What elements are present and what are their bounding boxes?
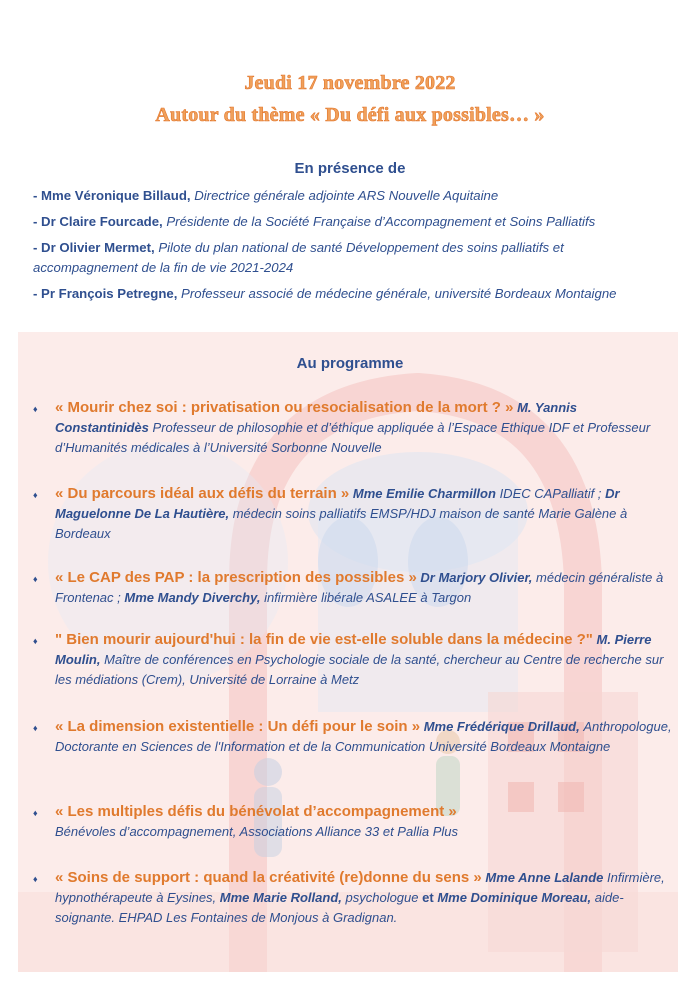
speaker-name: Mme Mandy Diverchy, bbox=[124, 590, 261, 605]
speaker-name: Dr Maguelonne De La Hautière, bbox=[55, 486, 620, 521]
presence-role: Présidente de la Société Française d’Accompagnement et Soins Palliatifs bbox=[166, 214, 596, 229]
speaker-name: Mme Dominique Moreau, bbox=[437, 890, 592, 905]
talk-title: « Du parcours idéal aux défis du terrain » bbox=[55, 485, 350, 502]
speaker-description: médecin soins palliatifs EMSP/HDJ maison de santé Marie Galène à Bordeaux bbox=[55, 506, 628, 541]
speaker-name: Mme Emilie Charmillon bbox=[352, 486, 496, 501]
presence-name: - Mme Véronique Billaud, bbox=[33, 188, 191, 203]
talk-title: " Bien mourir aujourd'hui : la fin de vie est-elle soluble dans la médecine ?" bbox=[55, 631, 593, 648]
presence-role: Directrice générale adjointe ARS Nouvelle Aquitaine bbox=[194, 188, 499, 203]
diamond-bullet-icon: ♦ bbox=[33, 808, 38, 818]
speaker-name: M. Yannis Constantinidès bbox=[55, 400, 578, 435]
speaker-name: Mme Anne Lalande bbox=[485, 870, 604, 885]
programme-item-body bbox=[55, 802, 673, 842]
presence-item bbox=[33, 284, 663, 304]
connector-word: et bbox=[422, 890, 434, 905]
presence-role: Professeur associé de médecine générale, université Bordeaux Montaigne bbox=[181, 286, 617, 301]
talk-title: « Le CAP des PAP : la prescription des possibles » bbox=[55, 569, 417, 586]
talk-title: « Les multiples défis du bénévolat d’accompagnement » bbox=[55, 803, 457, 820]
diamond-bullet-icon: ♦ bbox=[33, 404, 38, 414]
diamond-bullet-icon: ♦ bbox=[33, 874, 38, 884]
diamond-bullet-icon: ♦ bbox=[33, 723, 38, 733]
programme-item-body bbox=[55, 630, 673, 690]
speaker-name: Mme Frédérique Drillaud, bbox=[423, 719, 580, 734]
presence-item bbox=[33, 186, 663, 206]
presence-name: - Dr Olivier Mermet, bbox=[33, 240, 155, 255]
diamond-bullet-icon: ♦ bbox=[33, 636, 38, 646]
event-date: Jeudi 17 novembre 2022 bbox=[244, 72, 456, 94]
talk-title: « Mourir chez soi : privatisation ou resocialisation de la mort ? » bbox=[55, 399, 514, 416]
programme-item-body bbox=[55, 484, 673, 544]
programme-item-body bbox=[55, 398, 673, 458]
speaker-description: Maître de conférences en Psychologie sociale de la santé, chercheur au Centre de recherche sur les médiations (Crem), Université de Lorraine à Metz bbox=[55, 652, 664, 687]
presence-item bbox=[33, 238, 663, 278]
speaker-description: Professeur de philosophie et d’éthique appliquée à l’Espace Ethique IDF et Professeur d’Humanités médicales à l’Université Sorbonne Nouvelle bbox=[55, 420, 651, 455]
diamond-bullet-icon: ♦ bbox=[33, 490, 38, 500]
presence-name: - Pr François Petregne, bbox=[33, 286, 178, 301]
programme-heading: Au programme bbox=[296, 355, 404, 372]
diamond-bullet-icon: ♦ bbox=[33, 574, 38, 584]
speaker-description: Bénévoles d’accompagnement, Associations Alliance 33 et Pallia Plus bbox=[55, 824, 458, 839]
speaker-name: Mme Marie Rolland, bbox=[219, 890, 342, 905]
talk-title: « La dimension existentielle : Un défi pour le soin » bbox=[55, 718, 421, 735]
speaker-name: M. Pierre Moulin, bbox=[55, 632, 652, 667]
presence-item bbox=[33, 212, 663, 232]
presence-heading: En présence de bbox=[294, 160, 406, 177]
programme-item-body bbox=[55, 717, 673, 757]
speaker-description: psychologue bbox=[345, 890, 419, 905]
speaker-description: IDEC CAPalliatif ; bbox=[499, 486, 602, 501]
talk-title: « Soins de support : quand la créativité (re)donne du sens » bbox=[55, 869, 482, 886]
programme-item-body bbox=[55, 568, 673, 608]
speaker-description: aide-soignante. EHPAD Les Fontaines de Monjous à Gradignan. bbox=[55, 890, 624, 925]
presence-role: Pilote du plan national de santé Développement des soins palliatifs et accompagnement de la fin de vie 2021-2024 bbox=[33, 240, 564, 275]
speaker-description: Anthropologue, Doctorante en Sciences de l'Information et de la Communication Université Bordeaux Montaigne bbox=[55, 719, 672, 754]
presence-name: - Dr Claire Fourcade, bbox=[33, 214, 163, 229]
speaker-description: infirmière libérale ASALEE à Targon bbox=[264, 590, 472, 605]
speaker-description: Infirmière, hypnothérapeute à Eysines, bbox=[55, 870, 665, 905]
event-theme: Autour du thème « Du défi aux possibles… » bbox=[155, 104, 545, 126]
speaker-name: Dr Marjory Olivier, bbox=[420, 570, 533, 585]
speaker-description: médecin généraliste à Frontenac ; bbox=[55, 570, 664, 605]
programme-item-body bbox=[55, 868, 673, 928]
